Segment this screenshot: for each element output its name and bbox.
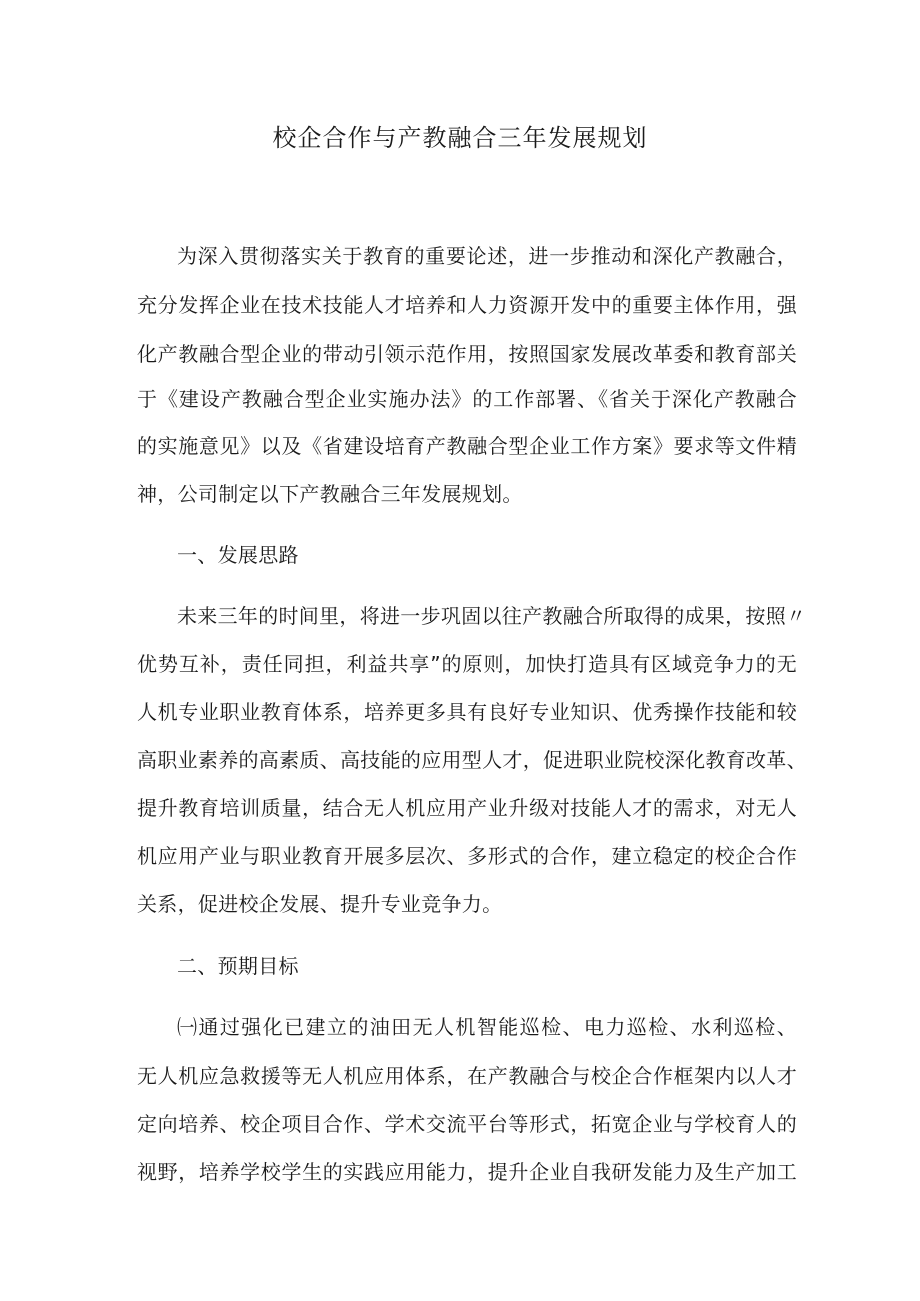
paragraph-2-line-1: 未来三年的时间里，将进一步巩固以往产教融合所取得的成果，按照〃 (177, 604, 807, 628)
paragraph-3-line-1: ㈠通过强化已建立的油田无人机智能巡检、电力巡检、水利巡检、 (177, 1015, 797, 1039)
paragraph-3-line-2: 无人机应急救援等无人机应用体系，在产教融合与校企合作框架内以人才 (137, 1064, 797, 1088)
paragraph-2-line-5: 提升教育培训质量，结合无人机应用产业升级对技能人才的需求，对无人 (137, 796, 797, 820)
section-heading-1: 一、发展思路 (177, 543, 299, 567)
paragraph-2-line-3: 人机专业职业教育体系，培养更多具有良好专业知识、优秀操作技能和较 (137, 700, 797, 724)
paragraph-1-line-6: 神，公司制定以下产教融合三年发展规划。 (137, 482, 523, 506)
paragraph-1-line-2: 充分发挥企业在技术技能人才培养和人力资源开发中的重要主体作用，强 (137, 293, 797, 317)
paragraph-2-line-7: 关系，促进校企发展、提升专业竞争力。 (137, 892, 503, 916)
section-heading-2: 二、预期目标 (177, 954, 299, 978)
paragraph-2-line-2: 优势互补，责任同担，利益共享”的原则，加快打造具有区域竞争力的无 (137, 652, 797, 676)
paragraph-3-line-3: 定向培养、校企项目合作、学术交流平台等形式，拓宽企业与学校育人的 (137, 1112, 797, 1136)
paragraph-1-line-5: 的实施意见》以及《省建设培育产教融合型企业工作方案》要求等文件精 (137, 434, 797, 458)
paragraph-1-line-1: 为深入贯彻落实关于教育的重要论述，进一步推动和深化产教融合， (177, 244, 797, 268)
paragraph-1-line-3: 化产教融合型企业的带动引领示范作用，按照国家发展改革委和教育部关 (137, 342, 797, 366)
paragraph-2-line-6: 机应用产业与职业教育开展多层次、多形式的合作，建立稳定的校企合作 (137, 844, 797, 868)
document-title: 校企合作与产教融合三年发展规划 (272, 124, 648, 152)
paragraph-1-line-4: 于《建设产教融合型企业实施办法》的工作部署、《省关于深化产教融合 (137, 387, 797, 411)
paragraph-3-line-4: 视野，培养学校学生的实践应用能力，提升企业自我研发能力及生产加工 (137, 1160, 797, 1184)
paragraph-2-line-4: 高职业素养的高素质、高技能的应用型人才，促进职业院校深化教育改革、 (137, 748, 807, 772)
